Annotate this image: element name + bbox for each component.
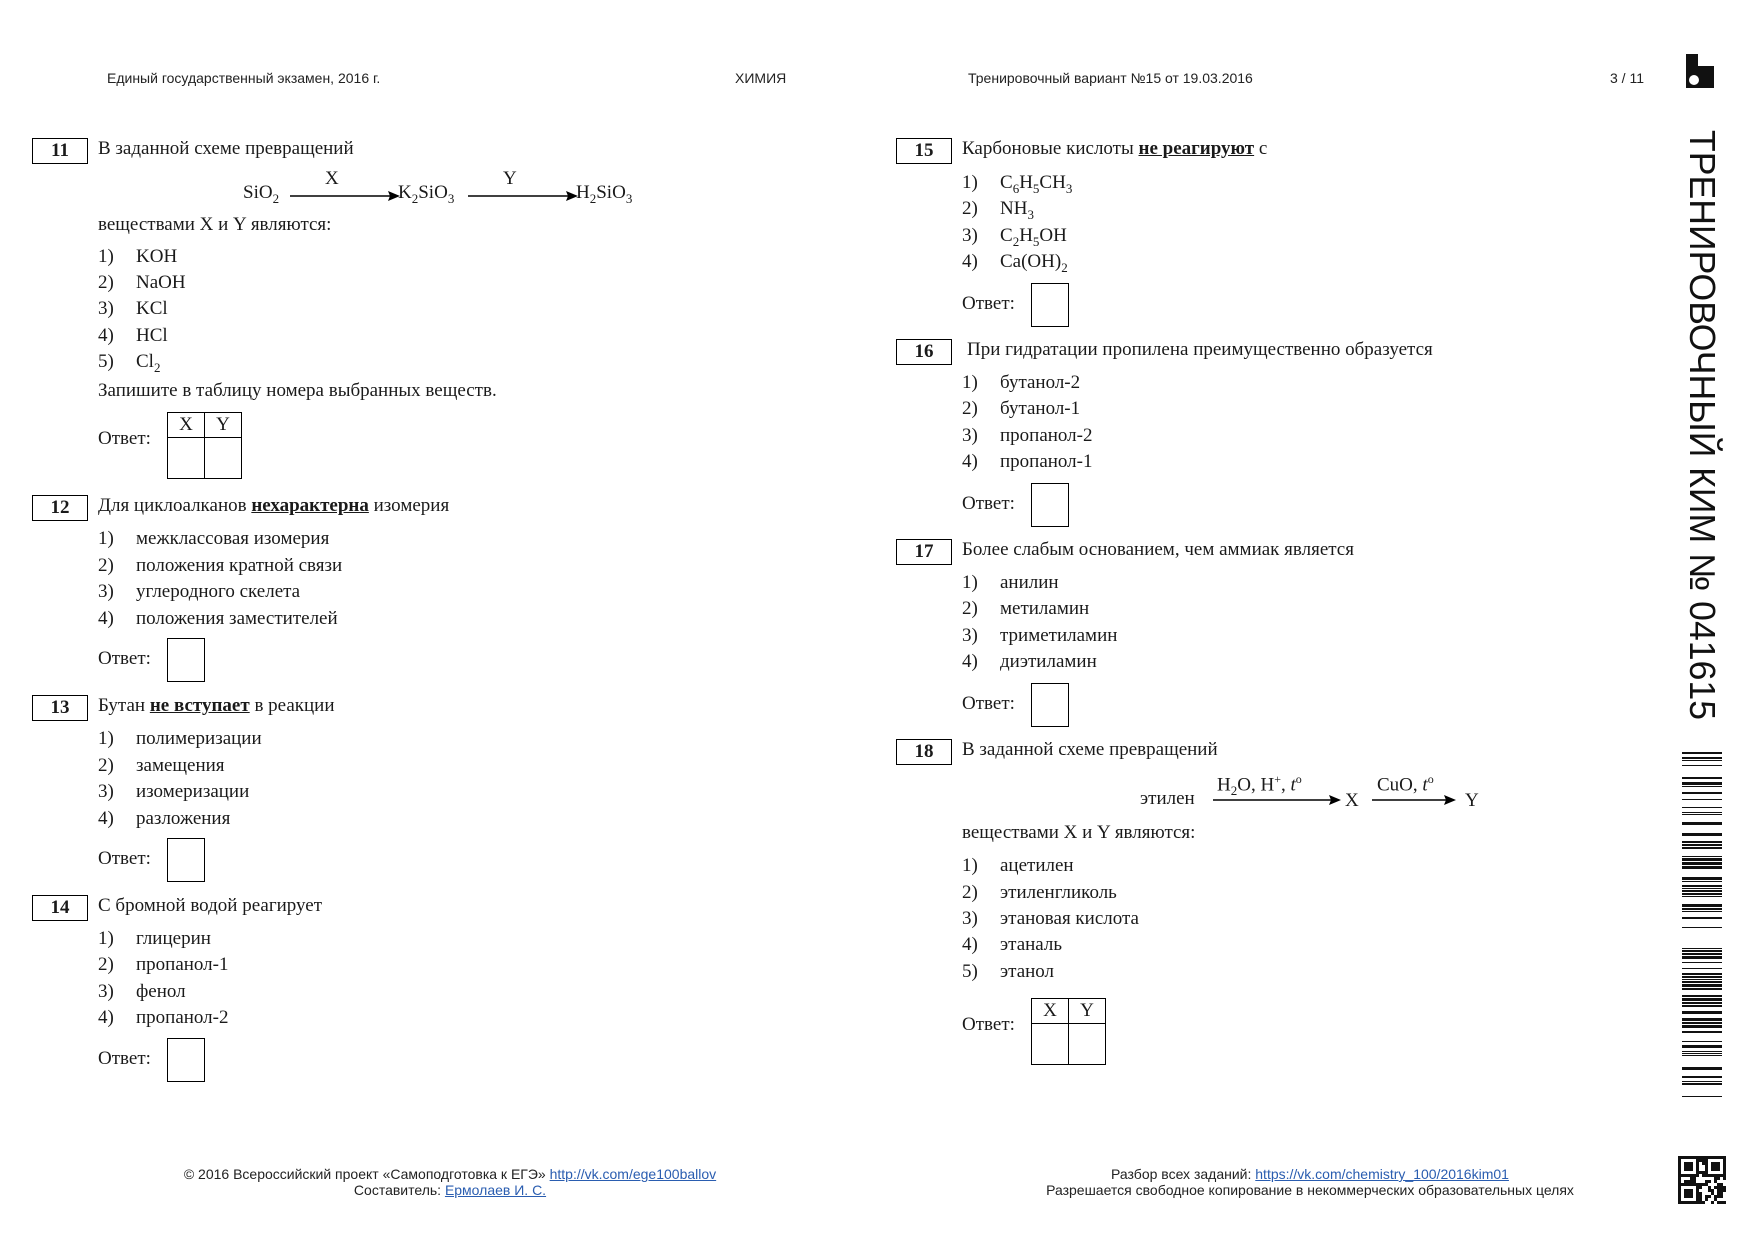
barcode-bar xyxy=(1682,995,1722,997)
barcode-bar xyxy=(1682,976,1722,978)
barcode-bar xyxy=(1682,927,1722,928)
answer-table-11-header-y: Y xyxy=(205,413,242,438)
option-15-1: 1) $C_6H_5CH_3$ xyxy=(962,172,1073,196)
option-18-2: 2) этиленгликоль xyxy=(962,882,1117,903)
answer-cell-18-y[interactable] xyxy=(1069,1024,1106,1065)
barcode-bar xyxy=(1682,973,1722,975)
barcode-bar xyxy=(1682,814,1722,815)
answer-cell-11-x[interactable] xyxy=(168,438,205,479)
qr-module xyxy=(1690,1180,1693,1183)
question-number-18: 18 xyxy=(896,739,952,765)
question-number-17: 17 xyxy=(896,539,952,565)
qr-module xyxy=(1714,1198,1717,1201)
option-11-3: 3) KCl xyxy=(98,298,168,319)
option-17-1: 1) анилин xyxy=(962,572,1059,593)
svg-text:ТРЕНИРОВОЧНЫЙ КИМ № 041615: ТРЕНИРОВОЧНЫЙ КИМ № 041615 xyxy=(1682,130,1723,727)
barcode-bar xyxy=(1682,885,1722,887)
question-13-text: Бутан не вступает в реакции xyxy=(98,695,335,716)
qr-module xyxy=(1702,1162,1705,1165)
header-page: 3 / 11 xyxy=(1610,70,1644,86)
qr-module xyxy=(1714,1186,1717,1189)
answer-table-11 xyxy=(167,412,242,479)
option-14-2: 2) пропанол-1 xyxy=(98,954,229,975)
answer-box-15[interactable] xyxy=(1031,283,1069,327)
option-18-5: 5) этанол xyxy=(962,961,1055,982)
qr-module xyxy=(1720,1186,1723,1189)
barcode-bar xyxy=(1682,856,1722,857)
arrow-icon xyxy=(1213,794,1341,806)
qr-module xyxy=(1705,1198,1708,1201)
qr-module xyxy=(1693,1180,1696,1183)
option-14-3: 3) фенол xyxy=(98,981,186,1002)
qr-module xyxy=(1720,1195,1723,1198)
qr-module xyxy=(1699,1186,1702,1189)
barcode-bar xyxy=(1682,782,1722,785)
qr-finder xyxy=(1711,1162,1720,1171)
question-number-15: 15 xyxy=(896,138,952,164)
option-13-3: 3) изомеризации xyxy=(98,781,250,802)
header-exam: Единый государственный экзамен, 2016 г. xyxy=(107,70,381,86)
barcode-bar xyxy=(1682,988,1722,990)
question-11-instruction: Запишите в таблицу номера выбранных веществ. xyxy=(98,380,497,401)
barcode-bar xyxy=(1682,904,1722,907)
option-11-4: 4) HCl xyxy=(98,325,168,346)
barcode-bar xyxy=(1682,877,1722,880)
barcode-bar xyxy=(1682,760,1722,761)
question-18-text: В заданной схеме превращений xyxy=(962,739,1218,760)
barcode-bar xyxy=(1682,786,1722,787)
qr-module xyxy=(1705,1195,1708,1198)
scheme-11 xyxy=(243,168,663,210)
qr-finder xyxy=(1684,1189,1693,1198)
qr-module xyxy=(1705,1180,1708,1183)
answer-cell-11-y[interactable] xyxy=(205,438,242,479)
footer-right-line1: Разбор всех заданий: https://vk.com/chemistry_100/2016kim01 xyxy=(1111,1166,1509,1182)
qr-module xyxy=(1702,1183,1705,1186)
qr-module xyxy=(1714,1195,1717,1198)
answer-label-17: Ответ: xyxy=(962,693,1015,714)
footer-left-line1: © 2016 Всероссийский проект «Самоподготовка к ЕГЭ» http://vk.com/ege100ballov xyxy=(183,1166,717,1182)
qr-module xyxy=(1723,1189,1726,1192)
footer-left xyxy=(170,1166,730,1198)
answer-table-18-header-x: X xyxy=(1032,999,1069,1024)
barcode-bar xyxy=(1682,1018,1722,1021)
question-12-text: Для циклоалканов нехарактерна изомерия xyxy=(98,495,450,516)
scheme-11-k2sio3: $K_2SiO_3$ xyxy=(398,182,455,206)
barcode xyxy=(1682,752,1722,1100)
barcode-bar xyxy=(1682,812,1722,813)
qr-module xyxy=(1711,1192,1714,1195)
barcode-bar xyxy=(1682,968,1722,969)
barcode-bar xyxy=(1682,953,1722,955)
barcode-bar xyxy=(1682,881,1722,882)
option-12-4: 4) положения заместителей xyxy=(98,608,338,629)
qr-module xyxy=(1699,1171,1702,1174)
barcode-bar xyxy=(1682,1067,1722,1070)
qr-module xyxy=(1702,1159,1705,1162)
qr-module xyxy=(1714,1180,1717,1183)
option-14-1: 1) глицерин xyxy=(98,928,211,949)
option-18-1: 1) ацетилен xyxy=(962,855,1074,876)
scheme-11-y: Y xyxy=(503,168,517,189)
qr-module xyxy=(1702,1174,1705,1177)
scheme-11-sio2: SiO$_2$ xyxy=(243,182,280,206)
option-17-3: 3) триметиламин xyxy=(962,625,1118,646)
barcode-bar xyxy=(1682,1096,1722,1097)
qr-finder xyxy=(1684,1162,1693,1171)
option-11-2: 2) NaOH xyxy=(98,272,186,293)
answer-box-12[interactable] xyxy=(167,638,205,682)
qr-module xyxy=(1702,1201,1705,1204)
barcode-bar xyxy=(1682,962,1722,963)
answer-box-17[interactable] xyxy=(1031,683,1069,727)
option-15-2: 2) $NH_3$ xyxy=(962,198,1034,222)
answer-label-13: Ответ: xyxy=(98,848,151,869)
qr-module xyxy=(1720,1201,1723,1204)
scheme-18 xyxy=(1140,772,1490,816)
qr-module xyxy=(1705,1183,1708,1186)
answer-cell-18-x[interactable] xyxy=(1032,1024,1069,1065)
qr-module xyxy=(1717,1192,1720,1195)
answer-label-15: Ответ: xyxy=(962,293,1015,314)
barcode-bar xyxy=(1682,1055,1722,1056)
answer-table-18 xyxy=(1031,998,1106,1065)
question-number-13: 13 xyxy=(32,695,88,721)
header-subject: ХИМИЯ xyxy=(735,70,787,86)
option-12-2: 2) положения кратной связи xyxy=(98,555,343,576)
qr-module xyxy=(1717,1183,1720,1186)
arrow-icon xyxy=(290,190,400,202)
barcode-bar xyxy=(1682,777,1722,779)
scheme-18-y: Y xyxy=(1465,790,1479,811)
option-15-4: 4) $Ca(OH)_2$ xyxy=(962,251,1068,275)
answer-label-14: Ответ: xyxy=(98,1048,151,1069)
qr-module xyxy=(1702,1171,1705,1174)
question-14-text: С бромной водой реагирует xyxy=(98,895,323,916)
barcode-bar xyxy=(1682,1053,1722,1054)
arrow-icon xyxy=(468,190,578,202)
option-16-4: 4) пропанол-1 xyxy=(962,451,1093,472)
option-12-1: 1) межклассовая изомерия xyxy=(98,528,330,549)
answer-label-16: Ответ: xyxy=(962,493,1015,514)
barcode-bar xyxy=(1682,866,1722,869)
barcode-bar xyxy=(1682,956,1722,959)
qr-module xyxy=(1708,1186,1711,1189)
qr-module xyxy=(1723,1177,1726,1180)
question-11-text: В заданной схеме превращений xyxy=(98,138,354,159)
footer-link-vk-chemistry[interactable]: https://vk.com/chemistry_100/2016kim01 xyxy=(1255,1166,1509,1182)
barcode-bar xyxy=(1682,862,1722,865)
option-13-2: 2) замещения xyxy=(98,755,225,776)
option-11-5: 5) $Cl_2$ xyxy=(98,351,161,375)
question-number-16: 16 xyxy=(896,339,952,365)
qr-module xyxy=(1708,1195,1711,1198)
vertical-title xyxy=(1668,130,1738,730)
qr-module xyxy=(1711,1189,1714,1192)
barcode-bar xyxy=(1682,757,1722,759)
option-16-3: 3) пропанол-2 xyxy=(962,425,1093,446)
qr-module xyxy=(1717,1201,1720,1204)
barcode-bar xyxy=(1682,858,1722,861)
option-13-4: 4) разложения xyxy=(98,808,231,829)
qr-module xyxy=(1708,1180,1711,1183)
qr-module xyxy=(1699,1156,1702,1159)
logo-icon xyxy=(1686,54,1714,88)
barcode-bar xyxy=(1682,948,1722,949)
qr-module xyxy=(1720,1183,1723,1186)
qr-module xyxy=(1699,1192,1702,1195)
barcode-bar xyxy=(1682,844,1722,846)
qr-module xyxy=(1723,1201,1726,1204)
option-17-2: 2) метиламин xyxy=(962,598,1090,619)
qr-module xyxy=(1717,1189,1720,1192)
barcode-bar xyxy=(1682,752,1722,754)
qr-module xyxy=(1717,1177,1720,1180)
barcode-bar xyxy=(1682,847,1722,849)
barcode-bar xyxy=(1682,1081,1722,1082)
barcode-bar xyxy=(1682,841,1722,843)
barcode-bar xyxy=(1682,807,1722,808)
barcode-bar xyxy=(1682,1022,1722,1024)
answer-box-14[interactable] xyxy=(167,1038,205,1082)
qr-module xyxy=(1720,1189,1723,1192)
barcode-bar xyxy=(1682,890,1722,892)
question-17-text: Более слабым основанием, чем аммиак является xyxy=(962,539,1354,560)
option-18-3: 3) этановая кислота xyxy=(962,908,1139,929)
option-16-2: 2) бутанол-1 xyxy=(962,398,1081,419)
question-18-after: веществами X и Y являются: xyxy=(962,822,1196,843)
barcode-bar xyxy=(1682,1002,1722,1004)
qr-module xyxy=(1690,1177,1693,1180)
qr-module xyxy=(1699,1195,1702,1198)
arrow-icon xyxy=(1372,794,1456,806)
qr-module xyxy=(1684,1180,1687,1183)
footer-right xyxy=(1020,1166,1600,1198)
qr-module xyxy=(1717,1186,1720,1189)
barcode-bar xyxy=(1682,1025,1722,1028)
footer-link-author[interactable]: Ермолаев И. С. xyxy=(444,1182,547,1198)
barcode-bar xyxy=(1682,893,1722,895)
qr-module xyxy=(1699,1201,1702,1204)
barcode-bar xyxy=(1682,984,1722,987)
scheme-18-cond2: CuO, $t^o$ xyxy=(1377,772,1434,796)
barcode-bar xyxy=(1682,833,1722,836)
qr-module xyxy=(1702,1156,1705,1159)
barcode-bar xyxy=(1682,1051,1722,1052)
footer-left-line2: Составитель: Ермолаев И. С. xyxy=(353,1182,547,1198)
question-number-11: 11 xyxy=(32,138,88,164)
barcode-bar xyxy=(1682,979,1722,980)
barcode-bar xyxy=(1682,799,1722,800)
scheme-18-x: X xyxy=(1345,790,1359,811)
qr-module xyxy=(1723,1186,1726,1189)
barcode-bar xyxy=(1682,1076,1722,1078)
option-11-1: 1) KOH xyxy=(98,246,178,267)
barcode-bar xyxy=(1682,1011,1722,1014)
barcode-bar xyxy=(1682,908,1722,910)
barcode-bar xyxy=(1682,792,1722,794)
answer-table-11-header-x: X xyxy=(168,413,205,438)
scheme-11-x: X xyxy=(325,168,339,189)
answer-box-13[interactable] xyxy=(167,838,205,882)
barcode-bar xyxy=(1682,765,1722,766)
barcode-bar xyxy=(1682,1031,1722,1033)
answer-label-12: Ответ: xyxy=(98,648,151,669)
barcode-bar xyxy=(1682,998,1722,1001)
scheme-18-cond1: $H_2O$, H+, $t^o$ xyxy=(1217,772,1302,799)
option-17-4: 4) диэтиламин xyxy=(962,651,1097,672)
answer-label-11: Ответ: xyxy=(98,428,151,449)
barcode-bar xyxy=(1682,896,1722,897)
qr-module xyxy=(1687,1180,1690,1183)
footer-link-vk-ege100ballov[interactable]: http://vk.com/ege100ballov xyxy=(549,1166,717,1182)
barcode-bar xyxy=(1682,888,1722,889)
option-18-4: 4) этаналь xyxy=(962,934,1063,955)
barcode-bar xyxy=(1682,917,1722,919)
question-16-text: При гидратации пропилена преимущественно образуется xyxy=(967,339,1433,360)
qr-module xyxy=(1693,1177,1696,1180)
barcode-bar xyxy=(1682,1083,1722,1085)
header-variant: Тренировочный вариант №15 от 19.03.2016 xyxy=(968,70,1253,86)
barcode-bar xyxy=(1682,950,1722,952)
option-14-4: 4) пропанол-2 xyxy=(98,1007,229,1028)
qr-module xyxy=(1678,1180,1681,1183)
scheme-11-h2sio3: $H_2SiO_3$ xyxy=(576,182,633,206)
option-16-1: 1) бутанол-2 xyxy=(962,372,1081,393)
answer-label-18: Ответ: xyxy=(962,1014,1015,1035)
option-12-3: 3) углеродного скелета xyxy=(98,581,301,602)
option-13-1: 1) полимеризации xyxy=(98,728,262,749)
scheme-18-start: этилен xyxy=(1140,788,1195,809)
question-11-after: веществами X и Y являются: xyxy=(98,214,332,235)
qr-module xyxy=(1711,1201,1714,1204)
barcode-bar xyxy=(1682,981,1722,983)
barcode-bar xyxy=(1682,822,1722,825)
qr-module xyxy=(1699,1198,1702,1201)
footer-right-line2: Разрешается свободное копирование в некоммерческих образовательных целях xyxy=(1046,1182,1574,1198)
answer-box-16[interactable] xyxy=(1031,483,1069,527)
qr-module xyxy=(1708,1189,1711,1192)
qr-module xyxy=(1720,1192,1723,1195)
option-15-3: 3) $C_2H_5OH$ xyxy=(962,225,1067,249)
qr-module xyxy=(1699,1183,1702,1186)
barcode-bar xyxy=(1682,1005,1722,1007)
qr-module xyxy=(1714,1177,1717,1180)
qr-module xyxy=(1699,1159,1702,1162)
barcode-bar xyxy=(1682,911,1722,912)
qr-code xyxy=(1678,1156,1726,1204)
question-number-12: 12 xyxy=(32,495,88,521)
barcode-bar xyxy=(1682,1045,1722,1048)
question-15-text: Карбоновые кислоты не реагируют с xyxy=(962,138,1268,159)
answer-table-18-header-y: Y xyxy=(1069,999,1106,1024)
barcode-bar xyxy=(1682,1041,1722,1042)
qr-module xyxy=(1678,1177,1681,1180)
question-number-14: 14 xyxy=(32,895,88,921)
qr-module xyxy=(1717,1195,1720,1198)
